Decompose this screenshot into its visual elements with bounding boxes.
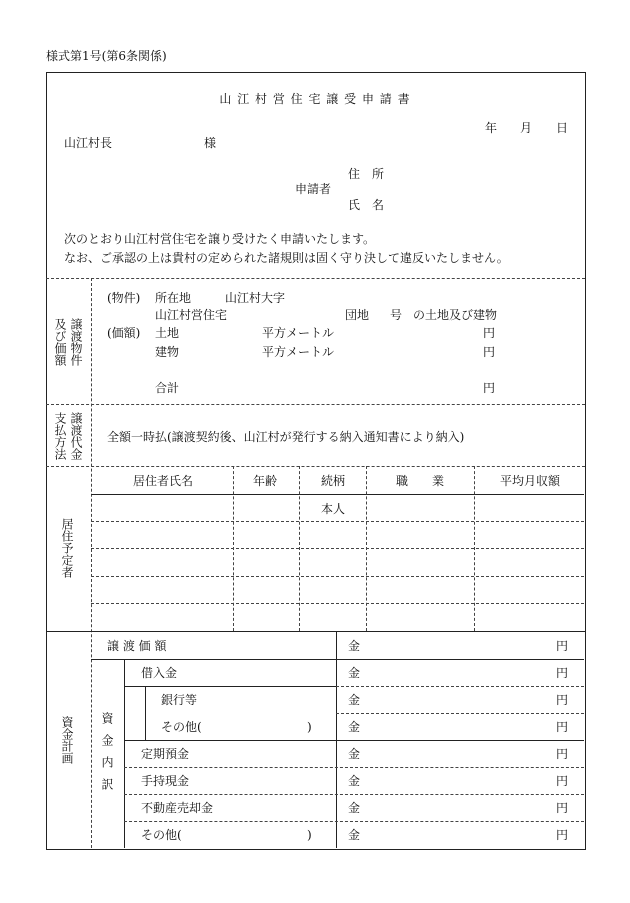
property-danchi: 団地 <box>345 308 370 322</box>
funding-yen: 円 <box>556 720 569 734</box>
property-tochi-suffix: の土地及び建物 <box>413 308 498 322</box>
funding-kin: 金 <box>348 666 361 680</box>
breakdown-divider <box>124 659 125 848</box>
property-total-label: 合計 <box>155 381 180 395</box>
funding-other-close: ) <box>307 828 312 842</box>
payment-header-col1: 譲渡代金 <box>69 412 83 460</box>
funding-kin: 金 <box>348 747 361 761</box>
date-year: 年 <box>485 121 498 135</box>
applicant-address-label: 住 所 <box>348 167 385 181</box>
property-land-yen: 円 <box>483 326 496 340</box>
date-month: 月 <box>520 121 533 135</box>
divider <box>124 794 584 795</box>
residents-col-job: 職 業 <box>396 474 445 488</box>
property-bukken-label: (物件) <box>107 291 141 305</box>
applicant-name-label: 氏 名 <box>348 198 385 212</box>
property-land-label: 土地 <box>155 326 180 340</box>
residents-header: 居住予定者 <box>60 518 74 578</box>
form-title: 山 江 村 営 住 宅 譲 受 申 請 書 <box>219 92 411 106</box>
table-row-line <box>91 548 584 549</box>
divider <box>46 631 585 632</box>
table-row-line <box>91 521 584 522</box>
table-row-line <box>91 494 584 495</box>
divider <box>336 713 584 714</box>
funding-property-sale: 不動産売却金 <box>141 801 214 815</box>
funding-kin: 金 <box>348 828 361 842</box>
label-column-divider <box>91 278 92 848</box>
funding-other-loan: その他( <box>161 720 202 734</box>
statement-line1: 次のとおり山江村営住宅を譲り受けたく申請いたします。 <box>64 232 376 246</box>
table-row-line <box>91 576 584 577</box>
property-header-col2: 及び価額 <box>53 318 67 366</box>
divider <box>46 278 585 279</box>
addressee-name: 山江村長 <box>64 136 113 150</box>
divider <box>124 740 584 741</box>
residents-col-age: 年齢 <box>253 474 278 488</box>
property-building-label: 建物 <box>155 345 180 359</box>
divider <box>336 686 584 687</box>
statement-line2: なお、ご承認の上は貴村の定められた諸規則は固く守り決して違反いたしません。 <box>64 251 509 265</box>
table-col-line <box>474 466 475 631</box>
funding-kin: 金 <box>348 720 361 734</box>
divider <box>124 767 584 768</box>
residents-relationship-first: 本人 <box>321 502 346 516</box>
divider <box>46 404 585 405</box>
funding-yen: 円 <box>556 828 569 842</box>
form-number-label: 様式第1号(第6条関係) <box>46 49 167 63</box>
funding-yen: 円 <box>556 693 569 707</box>
residents-col-rel: 続柄 <box>321 474 346 488</box>
payment-text: 全額一時払(譲渡契約後、山江村が発行する納入通知書により納入) <box>107 430 465 444</box>
funding-cash: 手持現金 <box>141 774 190 788</box>
funding-header: 資金計画 <box>60 716 74 764</box>
property-building-unit: 平方メートル <box>262 345 335 359</box>
funding-bank: 銀行等 <box>161 693 198 707</box>
residents-col-name: 居住者氏名 <box>133 474 194 488</box>
divider <box>124 821 584 822</box>
funding-yen: 円 <box>556 747 569 761</box>
property-building-yen: 円 <box>483 345 496 359</box>
date-day: 日 <box>556 121 569 135</box>
property-housing-name: 山江村営住宅 <box>155 308 228 322</box>
funding-kin: 金 <box>348 774 361 788</box>
property-header-col1: 譲渡物件 <box>69 318 83 366</box>
addressee-honorific: 様 <box>204 136 217 150</box>
property-location-value: 山江村大字 <box>225 291 286 305</box>
funding-kin: 金 <box>348 693 361 707</box>
funding-breakdown-label: 資金内訳 <box>100 712 114 800</box>
table-col-line <box>366 466 367 631</box>
funding-yen: 円 <box>556 666 569 680</box>
divider <box>124 686 336 687</box>
table-row-line <box>91 603 584 604</box>
payment-header-col2: 支払方法 <box>53 412 67 460</box>
applicant-label: 申請者 <box>295 182 332 196</box>
funding-kin: 金 <box>348 639 361 653</box>
funding-other: その他( <box>141 828 182 842</box>
funding-yen: 円 <box>556 639 569 653</box>
funding-deposit: 定期預金 <box>141 747 190 761</box>
property-go: 号 <box>390 308 403 322</box>
funding-yen: 円 <box>556 801 569 815</box>
residents-col-income: 平均月収額 <box>500 474 561 488</box>
table-col-line <box>233 466 234 631</box>
funding-other-loan-close: ) <box>307 720 312 734</box>
divider <box>91 659 584 660</box>
divider <box>46 466 585 467</box>
property-location-label: 所在地 <box>155 291 192 305</box>
subloan-divider <box>145 686 146 740</box>
table-col-line <box>299 466 300 631</box>
property-kagaku-label: (価額) <box>107 326 141 340</box>
property-land-unit: 平方メートル <box>262 326 335 340</box>
funding-transfer-price: 譲 渡 価 額 <box>107 639 167 653</box>
funding-loan: 借入金 <box>141 666 178 680</box>
funding-kin: 金 <box>348 801 361 815</box>
property-total-yen: 円 <box>483 381 496 395</box>
funding-yen: 円 <box>556 774 569 788</box>
